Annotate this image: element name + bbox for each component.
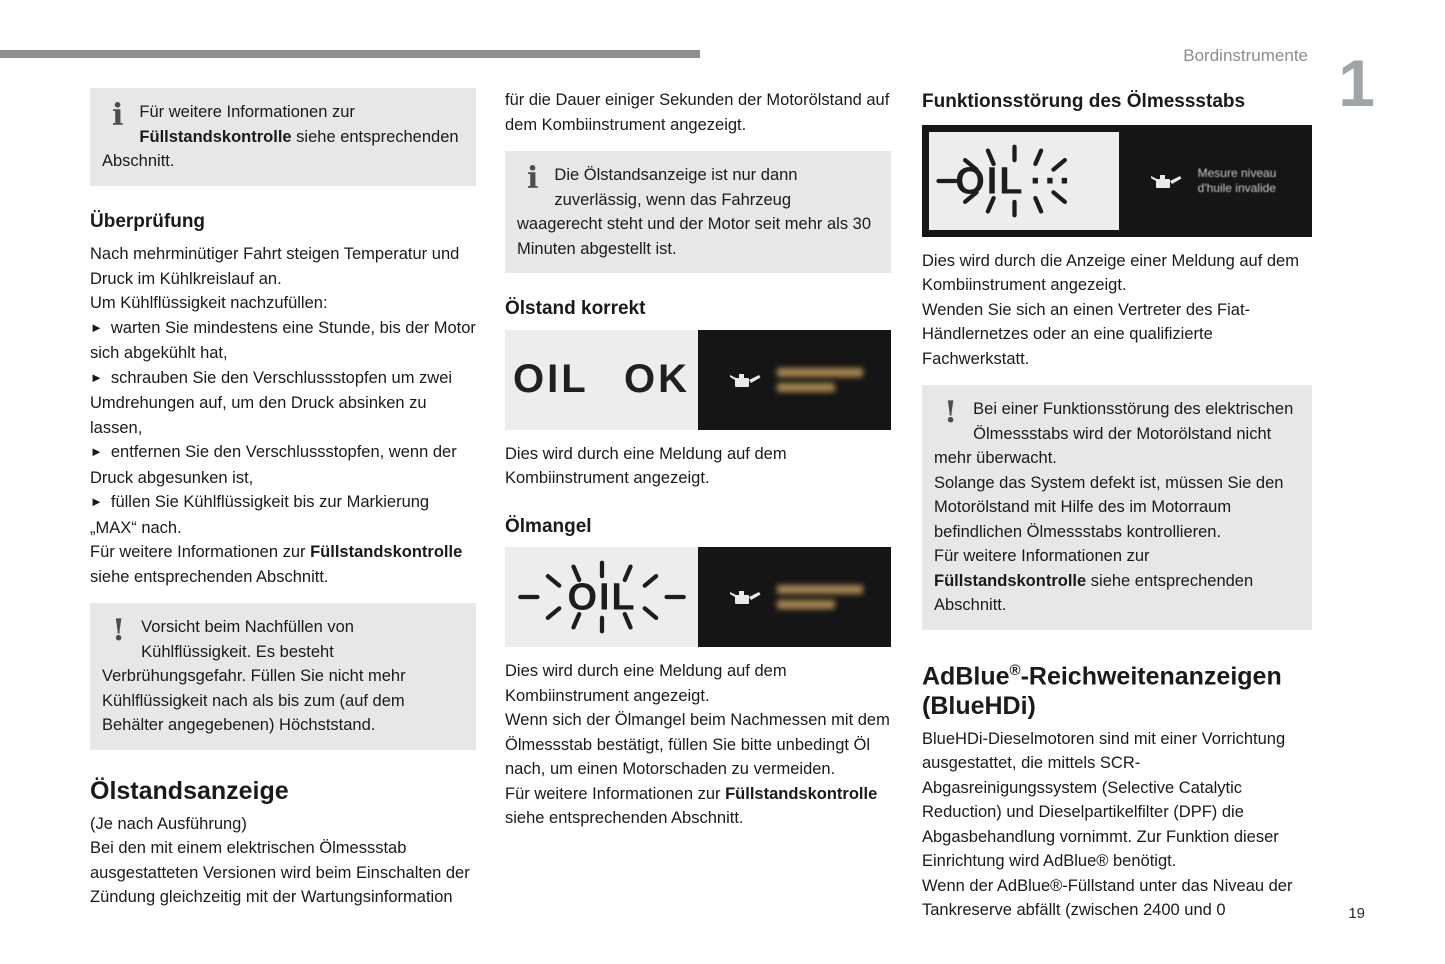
text-pre: Für weitere Informationen zur	[90, 543, 311, 561]
sentence: Wenden Sie sich an einen Vertreter des Fiat-Händlernetzes oder an eine qualifizierte Fachwerkstatt.	[922, 300, 1251, 368]
sentence: Um Kühlflüssigkeit nachzufüllen:	[90, 294, 328, 312]
chapter-tab: 1	[1338, 46, 1375, 120]
sentence: Bei den mit einem elektrischen Ölmessstab ausgestatteten Versionen wird beim Einschalten der Zündung gleichzeitig mit der Wartungsinformation	[90, 839, 470, 906]
column-middle	[505, 88, 891, 831]
top-rule	[0, 50, 700, 58]
sentence: Solange das System defekt ist, müssen Sie den Motorölstand mit Hilfe des im Motorraum befindlichen Ölmessstabs kontrollieren.	[934, 473, 1284, 541]
text-pre: Für weitere Informationen zur	[505, 784, 726, 803]
list-item	[90, 316, 476, 366]
bullet-arrow-icon: ►	[90, 369, 103, 385]
cluster-display-oil-fault	[922, 125, 1312, 237]
blurred-message-text	[777, 585, 863, 609]
text-pre: Für weitere Informationen zur	[934, 547, 1150, 565]
blurred-line	[777, 585, 863, 594]
list-item-text: füllen Sie Kühlflüssigkeit bis zur Markierung „MAX“ nach.	[90, 493, 430, 537]
info-box-fill-level	[90, 88, 476, 186]
info-box-text	[102, 98, 459, 170]
info-box-oil-gauge	[505, 151, 891, 273]
warning-icon: !	[112, 613, 126, 648]
variant-note: (Je nach Ausführung)	[90, 814, 247, 833]
text-post: siehe entsprechenden Abschnitt.	[90, 567, 329, 586]
oil-word: OIL	[566, 576, 637, 619]
paragraph	[922, 249, 1312, 372]
column-left	[90, 88, 476, 910]
running-header: Bordinstrumente	[1183, 46, 1308, 65]
text-bold: Füllstandskontrolle	[139, 127, 292, 146]
warning-box-coolant	[90, 603, 476, 750]
sentence-more-info	[934, 544, 1298, 618]
oil-word	[955, 160, 1073, 202]
lcd-panel	[505, 547, 698, 647]
blurred-message-text	[777, 368, 863, 392]
warning-text: Vorsicht beim Nachfüllen von Kühlflüssigkeit. Es besteht Verbrühungsgefahr. Füllen Sie nicht mehr Kühlflüssigkeit nach als bis zum (auf dem Behälter angegebenen) Höchststand.	[102, 618, 406, 734]
oil-ok-text: OIL OK	[512, 357, 691, 402]
warning-icon: !	[944, 395, 958, 430]
blurred-line	[777, 600, 835, 609]
caption: Dies wird durch eine Meldung auf dem Kombiinstrument angezeigt.	[505, 662, 787, 705]
text-bold: Füllstandskontrolle	[934, 571, 1087, 590]
registered-mark: ®	[1009, 661, 1021, 679]
list-item	[90, 366, 476, 441]
section-heading-oil-low: Ölmangel	[505, 515, 592, 537]
column-right	[922, 90, 1312, 923]
list-item-text: entfernen Sie den Verschlussstopfen, wenn der Druck abgesunken ist,	[90, 443, 457, 487]
paragraph	[90, 812, 476, 910]
info-icon: i	[112, 98, 124, 133]
list-item-text: schrauben Sie den Verschlussstopfen um zwei Umdrehungen auf, um den Druck absinken zu lassen,	[90, 368, 453, 437]
page-number: 19	[1348, 905, 1365, 922]
section-heading-check: Überprüfung	[90, 210, 206, 232]
text-post: siehe entsprechenden Abschnitt.	[934, 571, 1254, 614]
info-box-text: Die Ölstandsanzeige ist nur dann zuverlässig, wenn das Fahrzeug waagerecht steht und der Motor seit mehr als 30 Minuten abgestellt ist.	[517, 166, 872, 258]
oil-can-icon	[1148, 170, 1184, 192]
warning-text	[934, 395, 1294, 467]
list-item	[90, 440, 476, 490]
bullet-arrow-icon: ►	[90, 319, 103, 335]
message-screen	[698, 330, 891, 430]
bullet-arrow-icon: ►	[90, 444, 103, 459]
cluster-display-oil-ok	[505, 330, 891, 430]
section-heading-adblue	[922, 656, 1312, 721]
paragraph	[922, 727, 1312, 923]
section-heading-oil-level: Ölstandsanzeige	[90, 776, 289, 805]
screen-line: d'huile invalide	[1197, 180, 1276, 195]
list-item	[90, 490, 476, 540]
paragraph-more-info	[505, 782, 891, 831]
text-bold: Füllstandskontrolle	[725, 784, 878, 803]
oil-can-icon	[727, 369, 763, 391]
message-screen	[1119, 132, 1305, 230]
text-post: siehe entsprechenden Abschnitt.	[102, 127, 459, 170]
sentence: Wenn sich der Ölmangel beim Nachmessen mit dem Ölmessstab bestätigt, füllen Sie bitte unbedingt Öl nach, um einen Motorschaden zu vermeiden.	[505, 711, 890, 778]
blurred-line	[777, 368, 863, 377]
bullet-arrow-icon: ►	[90, 494, 103, 509]
heading-pre: AdBlue	[922, 661, 1010, 690]
text-bold: Füllstandskontrolle	[310, 543, 463, 561]
caption: Dies wird durch die Anzeige einer Meldung auf dem Kombiinstrument angezeigt.	[922, 251, 1299, 294]
lcd-panel	[505, 330, 698, 430]
warning-box-dipstick	[922, 385, 1312, 630]
sentence: Nach mehrminütiger Fahrt steigen Temperatur und Druck im Kühlkreislauf an.	[90, 245, 460, 288]
oil-blinking-symbol	[929, 138, 1119, 224]
list-item-text: warten Sie mindestens eine Stunde, bis der Motor sich abgekühlt hat,	[90, 318, 476, 362]
paragraph	[505, 659, 891, 782]
paragraph-continuation: für die Dauer einiger Sekunden der Motorölstand auf dem Kombiinstrument angezeigt.	[505, 91, 890, 134]
sentence: BlueHDi-Dieselmotoren sind mit einer Vorrichtung ausgestattet, die mittels SCR-Abgasreinigungssystem (Selective Catalytic Reduction) und Dieselpartikelfilter (DPF) die Abgasbehandlung vornimmt. Zur Funktion dieser Einrichtung wird AdBlue® benötigt.	[922, 729, 1286, 871]
blurred-line	[777, 383, 835, 392]
oil-blinking-symbol	[507, 554, 697, 640]
paragraph-more-info	[90, 540, 476, 589]
text-pre: Für weitere Informationen zur	[139, 103, 355, 121]
oil-word-dots: ···	[1030, 159, 1074, 202]
heading-post: -Reichweitenanzeigen (BlueHDi)	[922, 661, 1282, 720]
message-screen	[698, 547, 891, 647]
screen-message-text	[1198, 166, 1277, 196]
sentence: Bei einer Funktionsstörung des elektrischen Ölmessstabs wird der Motorölstand nicht mehr überwacht.	[934, 400, 1294, 467]
paragraph	[90, 242, 476, 316]
oil-can-icon	[727, 586, 763, 608]
caption: Dies wird durch eine Meldung auf dem Kombiinstrument angezeigt.	[505, 444, 787, 487]
section-heading-dipstick-fault: Funktionsstörung des Ölmessstabs	[922, 91, 1246, 112]
lcd-panel	[929, 132, 1119, 230]
info-icon: i	[527, 161, 539, 196]
sentence: Wenn der AdBlue®-Füllstand unter das Niveau der Tankreserve abfällt (zwischen 2400 und 0	[922, 876, 1293, 920]
oil-word-label: OIL	[955, 159, 1025, 202]
section-heading-oil-ok: Ölstand korrekt	[505, 298, 646, 319]
screen-line: Mesure niveau	[1197, 165, 1277, 180]
text-post: siehe entsprechenden Abschnitt.	[505, 809, 744, 827]
cluster-display-oil-low	[505, 547, 891, 647]
